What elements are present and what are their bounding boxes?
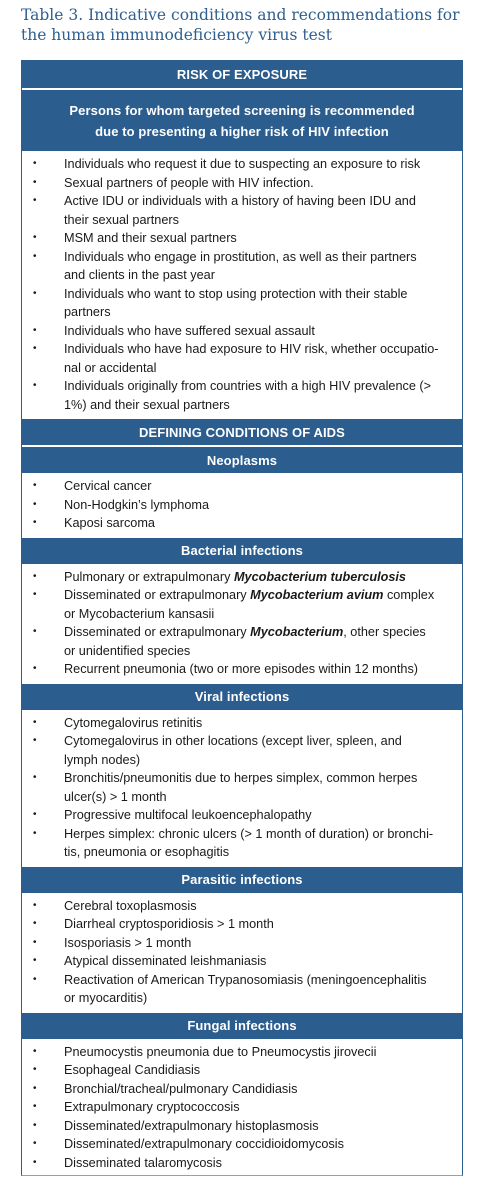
group-list: [22, 893, 462, 1011]
list-item-text-part: Diarrheal cryptosporidiosis > 1 month: [64, 917, 274, 931]
group-list: [22, 710, 462, 865]
list-item-text-part: Disseminated/extrapulmonary coccidioidomycosis: [64, 1137, 344, 1151]
bullet-icon: •: [33, 973, 37, 985]
bullet-icon: •: [33, 1082, 37, 1094]
list-item: [22, 1080, 462, 1099]
list-item: [22, 714, 462, 733]
list-item: [22, 155, 462, 174]
list-item: [22, 1061, 462, 1080]
list-item-text-part: , other species: [343, 625, 426, 639]
list-item: [22, 1154, 462, 1173]
list-item: [22, 825, 462, 862]
list-item: [22, 192, 462, 229]
list-item-text: MSM and their sexual partners: [64, 231, 237, 245]
list-item-text-part: Atypical disseminated leishmaniasis: [64, 954, 267, 968]
bullet-icon: •: [33, 1045, 37, 1057]
bullet-icon: •: [33, 899, 37, 911]
list-item-text-part: Disseminated talaromycosis: [64, 1155, 222, 1170]
list-item-text: Individuals who engage in prostitution, as well as their partners: [64, 249, 417, 264]
list-item-text: 1%) and their sexual partners: [64, 397, 230, 412]
list-item-text-part: Disseminated or extrapulmonary: [64, 588, 251, 602]
list-item: [22, 340, 462, 377]
list-item-text-part: Cytomegalovirus in other locations (except liver, spleen, and: [64, 734, 402, 748]
bullet-icon: •: [33, 517, 37, 528]
list-item-text-part: Reactivation of American Trypanosomiasis (meningoencephalitis: [64, 972, 427, 987]
bullet-icon: •: [33, 918, 37, 929]
list-item-text: [64, 1117, 444, 1136]
screening-subheader: [22, 88, 462, 151]
list-item: [22, 1117, 462, 1136]
bullet-icon: •: [33, 570, 37, 582]
list-item: [22, 952, 462, 971]
list-item: [22, 769, 462, 806]
bullet-icon: •: [33, 1138, 37, 1149]
bullet-icon: •: [33, 1064, 37, 1075]
list-item-text: [64, 1080, 444, 1099]
group-header: Fungal infections: [22, 1011, 462, 1039]
list-item-text-part: Cytomegalovirus retinitis: [64, 715, 203, 730]
list-item-text: Individuals originally from countries with a high HIV prevalence (>: [64, 379, 432, 393]
bullet-icon: •: [33, 735, 37, 746]
bullet-icon: •: [33, 287, 37, 299]
list-item-text: Active IDU or individuals with a history of having been IDU and: [64, 194, 416, 208]
list-item-text-part: Isosporiasis > 1 month: [64, 935, 192, 950]
list-item-text: [64, 897, 444, 916]
list-item-text: [64, 1098, 444, 1117]
list-item-text: [64, 769, 444, 788]
bullet-icon: •: [33, 809, 37, 820]
list-item: [22, 732, 462, 769]
organism-name: Mycobacterium avium: [250, 588, 384, 602]
list-item-text-part: Herpes simplex: chronic ulcers (> 1 month of duration) or bronchi-: [64, 826, 434, 841]
bullet-icon: •: [33, 1101, 37, 1112]
list-item-text: [64, 732, 444, 751]
list-item-text: [64, 568, 444, 587]
list-item-text: their sexual partners: [64, 212, 179, 227]
list-item-text-part: Pneumocystis pneumonia due to Pneumocystis jirovecii: [64, 1044, 377, 1059]
bullet-icon: •: [33, 936, 37, 948]
list-item-text-part: Cerebral toxoplasmosis: [64, 898, 197, 913]
bullet-icon: •: [33, 324, 37, 336]
group-list: [22, 564, 462, 682]
list-item: [22, 248, 462, 285]
bullet-icon: •: [33, 1119, 37, 1131]
list-item-text: [64, 825, 444, 844]
list-item-text-part: Bronchial/tracheal/pulmonary Candidiasis: [64, 1081, 298, 1096]
screening-subheader-line-1: Persons for whom targeted screening is recommended: [69, 102, 415, 118]
list-item-text-part: Progressive multifocal leukoencephalopathy: [64, 808, 312, 822]
list-item-text-part: Extrapulmonary cryptococcosis: [64, 1100, 240, 1114]
list-item-text: [64, 514, 444, 533]
list-item-text: [64, 1043, 444, 1062]
list-item-text: [64, 806, 444, 825]
list-item-text: [64, 1135, 444, 1154]
organism-name: Mycobacterium: [250, 625, 344, 639]
list-item-text: [64, 915, 444, 934]
group-header: Bacterial infections: [22, 536, 462, 564]
list-item: [22, 174, 462, 193]
list-item-text: [64, 623, 444, 642]
list-item: [22, 660, 462, 679]
group-header: Neoplasms: [22, 445, 462, 473]
risk-of-exposure-header: RISK OF EXPOSURE: [22, 60, 462, 88]
bullet-icon: •: [33, 158, 37, 169]
aids-conditions-header: DEFINING CONDITIONS OF AIDS: [22, 417, 462, 445]
list-item-text: [64, 586, 444, 605]
list-item-text: [64, 496, 444, 515]
list-item: [22, 971, 462, 1008]
bullet-icon: •: [33, 716, 37, 728]
aids-groups: [22, 445, 462, 1175]
list-item-text-part: Esophageal Candidiasis: [64, 1063, 201, 1077]
bullet-icon: •: [33, 343, 37, 354]
list-item-text: nal or accidental: [64, 360, 157, 375]
table-frame: [21, 60, 463, 1176]
list-item-text: [64, 477, 444, 496]
bullet-icon: •: [33, 250, 37, 262]
list-item: [22, 496, 462, 515]
bullet-icon: •: [33, 480, 37, 491]
list-item-text: Individuals who want to stop using protection with their stable: [64, 286, 408, 301]
list-item-text: Individuals who request it due to suspecting an exposure to risk: [64, 157, 421, 171]
list-item: [22, 285, 462, 322]
list-item: [22, 806, 462, 825]
list-item-text-part: Bronchitis/pneumonitis due to herpes simplex, common herpes: [64, 771, 418, 785]
group-list: [22, 1039, 462, 1176]
group-header: Viral infections: [22, 682, 462, 710]
list-item-text: [64, 934, 444, 953]
bullet-icon: •: [33, 663, 37, 674]
bullet-icon: •: [33, 589, 37, 600]
list-item: [22, 322, 462, 341]
bullet-icon: •: [33, 176, 37, 188]
list-item-text: [64, 952, 444, 971]
organism-name: Mycobacterium tuberculosis: [233, 569, 406, 584]
list-item-text: or Mycobacterium kansasii: [64, 606, 215, 621]
list-item-text-part: complex: [383, 588, 435, 602]
group-list: [22, 473, 462, 536]
bullet-icon: •: [33, 498, 37, 510]
bullet-icon: •: [33, 1156, 37, 1168]
bullet-icon: •: [33, 827, 37, 839]
list-item-text-part: Disseminated or extrapulmonary: [64, 625, 251, 639]
list-item: [22, 477, 462, 496]
list-item-text-part: Cervical cancer: [64, 479, 152, 493]
list-item: [22, 1135, 462, 1154]
list-item-text-part: Disseminated/extrapulmonary histoplasmosis: [64, 1118, 319, 1133]
list-item: [22, 514, 462, 533]
list-item-text: partners: [64, 305, 111, 319]
list-item-text: [64, 1154, 444, 1173]
list-item-text: Sexual partners of people with HIV infection.: [64, 175, 314, 190]
list-item: [22, 623, 462, 660]
group-header: Parasitic infections: [22, 865, 462, 893]
list-item-text-part: Kaposi sarcoma: [64, 516, 155, 530]
list-item-text: Individuals who have suffered sexual assault: [64, 323, 315, 338]
bullet-icon: •: [33, 232, 37, 243]
list-item-text: lymph nodes): [64, 752, 141, 767]
bullet-icon: •: [33, 772, 37, 783]
list-item-text: [64, 971, 444, 990]
list-item-text: or unidentified species: [64, 643, 191, 658]
bullet-icon: •: [33, 955, 37, 966]
list-item: [22, 1098, 462, 1117]
bullet-icon: •: [33, 380, 37, 391]
list-item: [22, 897, 462, 916]
list-item: [22, 586, 462, 623]
bullet-icon: •: [33, 626, 37, 637]
bullet-icon: •: [33, 195, 37, 206]
risk-list: [22, 151, 462, 417]
list-item-text-part: Pulmonary or extrapulmonary: [64, 569, 234, 584]
list-item-text: Individuals who have had exposure to HIV risk, whether occupatio-: [64, 342, 439, 356]
list-item-text: and clients in the past year: [64, 268, 215, 282]
list-item-text: [64, 660, 444, 679]
list-item-text: or myocarditis): [64, 991, 148, 1005]
list-item-text: ulcer(s) > 1 month: [64, 789, 167, 804]
list-item: [22, 377, 462, 414]
list-item: [22, 915, 462, 934]
list-item: [22, 934, 462, 953]
list-item-text: tis, pneumonia or esophagitis: [64, 845, 230, 859]
list-item-text: [64, 1061, 444, 1080]
table-title: Table 3. Indicative conditions and recommendations for the human immunodeficiency virus test: [21, 6, 460, 44]
list-item-text-part: Recurrent pneumonia (two or more episodes within 12 months): [64, 662, 419, 676]
list-item-text-part: Non-Hodgkin’s lymphoma: [64, 497, 210, 512]
list-item: [22, 1043, 462, 1062]
list-item-text: [64, 714, 444, 733]
screening-subheader-line-2: due to presenting a higher risk of HIV infection: [95, 123, 389, 139]
list-item: [22, 568, 462, 587]
list-item: [22, 229, 462, 248]
